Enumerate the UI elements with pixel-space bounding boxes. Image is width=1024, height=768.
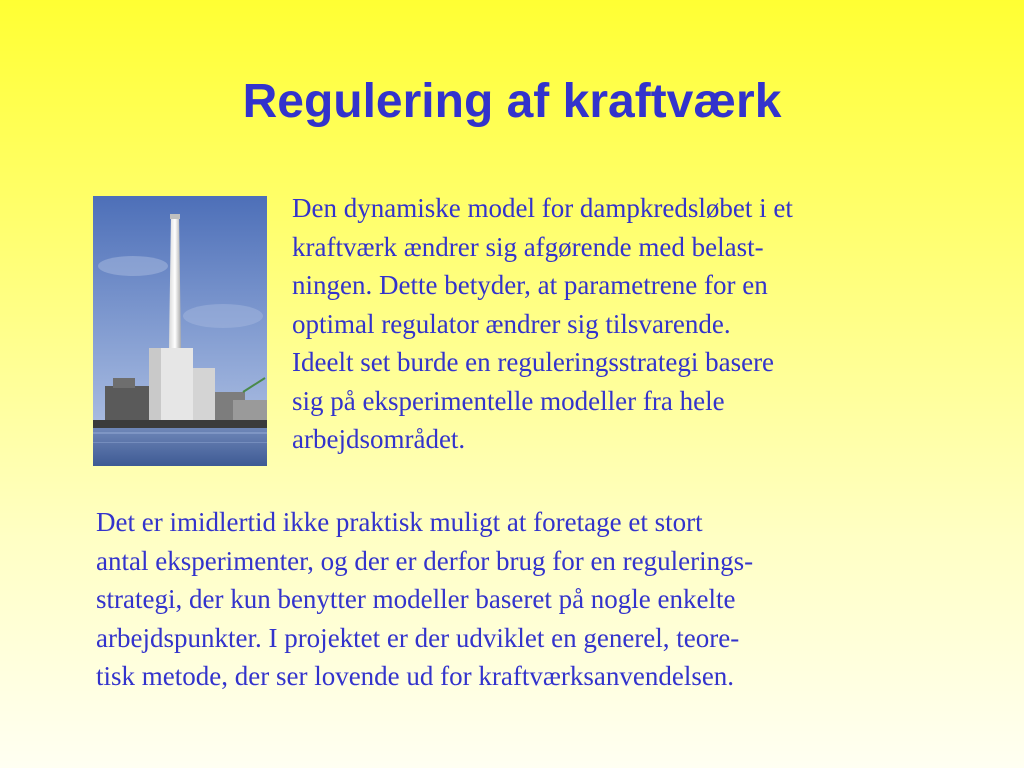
text-line: ningen. Dette betyder, at parametrene for en (292, 270, 768, 300)
text-line: Det er imidlertid ikke praktisk muligt at foretage et stort (96, 507, 703, 537)
text-line: sig på eksperimentelle modeller fra hele (292, 385, 725, 416)
intro-paragraph (292, 189, 992, 459)
text-line: arbejdspunkter. I projektet er der udviklet en generel, teore- (96, 622, 740, 653)
text-line: antal eksperimenter, og der er derfor brug for en regulerings- (96, 545, 754, 576)
text-line: kraftværk ændrer sig afgørende med belast- (292, 231, 764, 262)
text-line: optimal regulator ændrer sig tilsvarende. (292, 308, 731, 339)
slide-title: Regulering af kraftværk (242, 75, 782, 128)
body-paragraph (96, 503, 996, 696)
text-line: strategi, der kun benytter modeller baseret på nogle enkelte (96, 584, 736, 614)
text-line: tisk metode, der ser lovende ud for kraftværksanvendelsen. (96, 661, 735, 691)
text-line: Ideelt set burde en reguleringsstrategi basere (292, 347, 775, 377)
text-line: Den dynamiske model for dampkredsløbet i et (292, 193, 793, 223)
text-line: arbejdsområdet. (292, 424, 466, 454)
power-plant-photo (93, 196, 267, 466)
